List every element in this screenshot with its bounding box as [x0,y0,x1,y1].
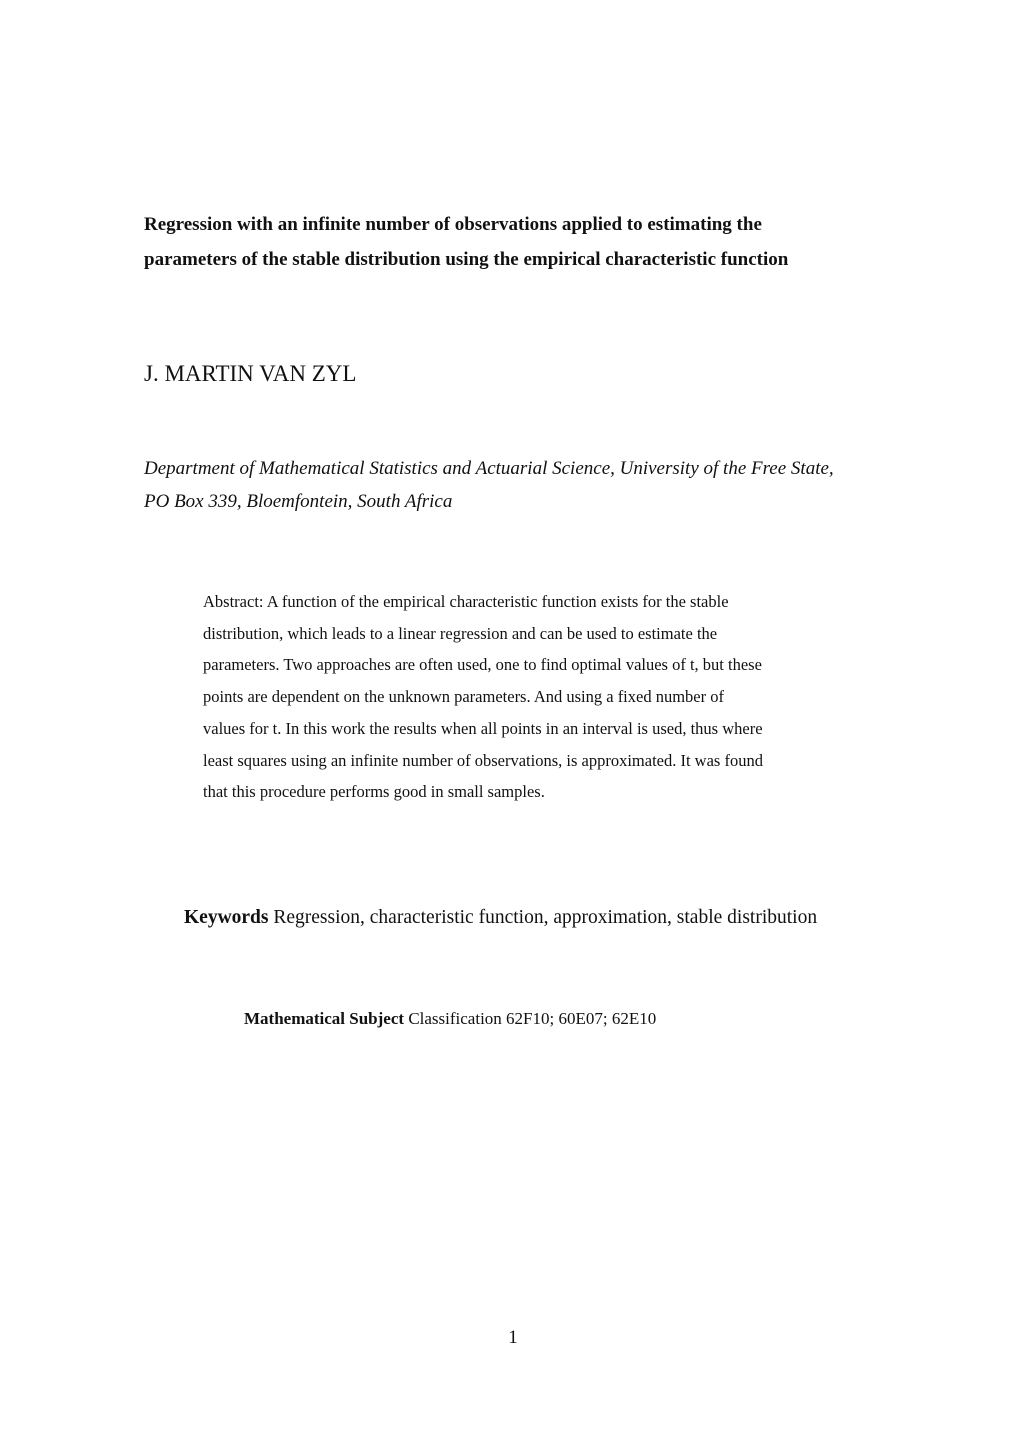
abstract-line: distribution, which leads to a linear regression and can be used to estimate the [203,623,718,643]
keywords [184,903,817,933]
page-number-value: 1 [508,1327,518,1348]
abstract-line: that this procedure performs good in small samples. [203,782,545,802]
subject-classification-label: Mathematical Subject [244,1009,405,1028]
subject-classification [244,1005,656,1033]
abstract-line: least squares using an infinite number of observations, is approximated. It was found [203,750,763,770]
abstract-line: Abstract: A function of the empirical characteristic function exists for the stable [203,592,729,611]
author-name: J. MARTIN VAN ZYL [144,361,357,386]
keywords-label: Keywords [184,907,269,928]
abstract-line: values for t. In this work the results when all points in an interval is used, thus where [203,718,763,738]
subject-classification-text: Classification 62F10; 60E07; 62E10 [408,1009,657,1028]
abstract-line: points are dependent on the unknown parameters. And using a fixed number of [203,687,724,707]
author-affiliation [144,452,834,518]
keywords-text: Regression, characteristic function, approximation, stable distribution [273,907,818,928]
page-number [0,1324,1024,1352]
title-line: Regression with an infinite number of observations applied to estimating the [144,214,762,235]
paper-title [144,207,904,277]
affiliation-line: Department of Mathematical Statistics and Actuarial Science, University of the Free State, [144,458,834,479]
abstract [203,586,863,808]
abstract-line: parameters. Two approaches are often used, one to find optimal values of t, but these [203,655,762,675]
affiliation-line: PO Box 339, Bloemfontein, South Africa [144,491,453,512]
title-line: parameters of the stable distribution using the empirical characteristic function [144,249,789,270]
